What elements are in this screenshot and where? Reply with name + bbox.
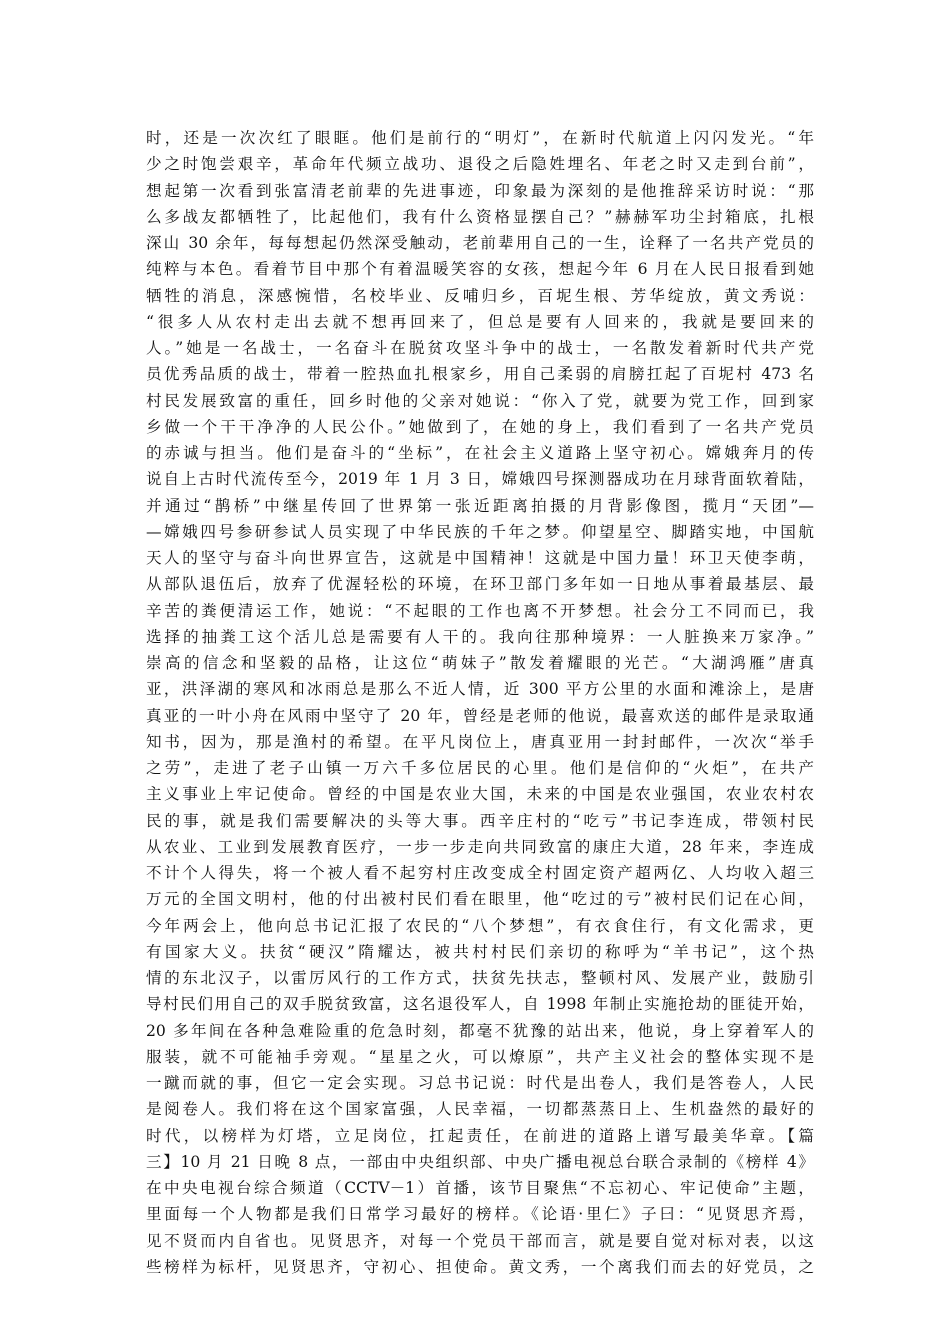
text-line: 少之时饱尝艰辛，革命年代频立战功、退役之后隐姓埋名、年老之时又走到台前”， xyxy=(146,155,814,174)
body-text xyxy=(146,125,814,1280)
text-line: 人。”她是一名战士，一名奋斗在脱贫攻坚斗争中的战士，一名散发着新时代共产党 xyxy=(146,339,814,357)
text-line: —嫦娥四号参研参试人员实现了中华民族的千年之梦。仰望星空、脚踏实地，中国航 xyxy=(146,522,814,541)
text-line: 之劳”，走进了老子山镇一万六千多位居民的心里。他们是信仰的“火炬”，在共产 xyxy=(146,759,814,777)
text-line: 见不贤而内自省也。见贤思齐，对每一个党员干部而言，就是要自觉对标对表，以这 xyxy=(146,1231,814,1250)
text-line: 村民发展致富的重任，回乡时他的父亲对她说：“你入了党，就要为党工作，回到家 xyxy=(146,391,814,410)
text-line: 服装，就不可能袖手旁观。“星星之火，可以燎原”，共产主义社会的整体实现不是 xyxy=(146,1047,814,1066)
text-line: 并通过“鹊桥”中继星传回了世界第一张近距离拍摄的月背影像图，揽月“天团”— xyxy=(146,496,814,515)
text-line: 时，还是一次次红了眼眶。他们是前行的“明灯”，在新时代航道上闪闪发光。“年 xyxy=(146,129,814,147)
text-line: 民的事，就是我们需要解决的头等大事。西辛庄村的“吃亏”书记李连成，带领村民 xyxy=(146,811,814,830)
text-line: 想起第一次看到张富清老前辈的先进事迹，印象最为深刻的是他推辞采访时说：“那 xyxy=(146,181,814,200)
text-line: 牺牲的消息，深感惋惜，名校毕业、反哺归乡，百坭生根、芳华绽放，黄文秀说： xyxy=(146,286,814,305)
text-line: 真亚的一叶小舟在风雨中坚守了 20 年，曾经是老师的他说，最喜欢送的邮件是录取通 xyxy=(146,706,814,725)
text-line: 时代，以榜样为灯塔，立足岗位，扛起责任，在前进的道路上谱写最美华章。【篇 xyxy=(146,1126,814,1145)
text-line: 从农业、工业到发展教育医疗，一步一步走向共同致富的康庄大道，28 年来，李连成 xyxy=(146,837,814,856)
text-line: 主义事业上牢记使命。曾经的中国是农业大国，未来的中国是农业强国，农业农村农 xyxy=(146,785,814,804)
text-line: 天人的坚守与奋斗向世界宣告，这就是中国精神！这就是中国力量！环卫天使李萌， xyxy=(146,549,814,567)
text-line: 三】10 月 21 日晚 8 点，一部由中央组织部、中央广播电视总台联合录制的《榜样 4》 xyxy=(146,1152,814,1171)
text-line: 20 多年间在各种急难险重的危急时刻，都毫不犹豫的站出来，他说，身上穿着军人的 xyxy=(146,1021,814,1040)
text-line: 员优秀品质的战士，带着一腔热血扎根家乡，用自己柔弱的肩膀扛起了百坭村 473 名 xyxy=(146,365,814,384)
text-line: 有国家大义。扶贫“硬汉”隋耀达，被共村村民们亲切的称呼为“羊书记”，这个热 xyxy=(146,942,814,961)
text-line: 辛苦的粪便清运工作，她说：“不起眼的工作也离不开梦想。社会分工不同而已，我 xyxy=(146,601,814,620)
text-line: 些榜样为标杆，见贤思齐，守初心、担使命。黄文秀，一个离我们而去的好党员，之 xyxy=(146,1257,814,1276)
text-line: 在中央电视台综合频道（CCTV－1）首播，该节目聚焦“不忘初心、牢记使命”主题， xyxy=(146,1179,814,1197)
text-line: 亚，洪泽湖的寒风和冰雨总是那么不近人情，近 300 平方公里的水面和滩涂上，是唐 xyxy=(146,680,814,699)
text-line: 导村民们用自己的双手脱贫致富，这名退役军人，自 1998 年制止实施抢劫的匪徒开始， xyxy=(146,995,814,1014)
text-line: 不计个人得失，将一个被人看不起穷村庄改变成全村固定资产超两亿、人均收入超三 xyxy=(146,864,814,882)
text-line: 今年两会上，他向总书记汇报了农民的“八个梦想”，有衣食住行，有文化需求，更 xyxy=(146,916,814,935)
text-line: 是阅卷人。我们将在这个国家富强，人民幸福，一切都蒸蒸日上、生机盎然的最好的 xyxy=(146,1100,814,1119)
text-line: 知书，因为，那是渔村的希望。在平凡岗位上，唐真亚用一封封邮件，一次次“举手 xyxy=(146,732,814,751)
text-line: “很多人从农村走出去就不想再回来了，但总是要有人回来的，我就是要回来的 xyxy=(146,312,814,331)
text-line: 么多战友都牺牲了，比起他们，我有什么资格显摆自己？”赫赫军功尘封箱底，扎根 xyxy=(146,207,814,226)
text-line: 里面每一个人物都是我们日常学习最好的榜样。《论语·里仁》子曰：“见贤思齐焉， xyxy=(146,1205,814,1224)
text-line: 选择的抽粪工这个活儿总是需要有人干的。我向往那种境界：一人脏换来万家净。” xyxy=(146,627,814,646)
text-line: 一蹴而就的事，但它一定会实现。习总书记说：时代是出卷人，我们是答卷人，人民 xyxy=(146,1074,814,1092)
text-line: 乡做一个干干净净的人民公仆。”她做到了，在她的身上，我们看到了一名共产党员 xyxy=(146,417,814,436)
text-line: 说自上古时代流传至今，2019 年 1 月 3 日，嫦娥四号探测器成功在月球背面软着陆， xyxy=(146,470,814,489)
text-line: 深山 30 余年，每每想起仍然深受触动，老前辈用自己的一生，诠释了一名共产党员的 xyxy=(146,234,814,252)
text-line: 的赤诚与担当。他们是奋斗的“坐标”，在社会主义道路上坚守初心。嫦娥奔月的传 xyxy=(146,444,814,462)
text-line: 崇高的信念和坚毅的品格，让这位“萌妹子”散发着耀眼的光芒。“大湖鸿雁”唐真 xyxy=(146,654,814,672)
text-line: 从部队退伍后，放弃了优渥轻松的环境，在环卫部门多年如一日地从事着最基层、最 xyxy=(146,575,814,594)
text-line: 万元的全国文明村，他的付出被村民们看在眼里，他“吃过的亏”被村民们记在心间， xyxy=(146,890,814,909)
text-line: 情的东北汉子，以雷厉风行的工作方式，扶贫先扶志，整顿村风、发展产业，鼓励引 xyxy=(146,969,814,987)
text-line: 纯粹与本色。看着节目中那个有着温暖笑容的女孩，想起今年 6 月在人民日报看到她 xyxy=(146,260,814,279)
